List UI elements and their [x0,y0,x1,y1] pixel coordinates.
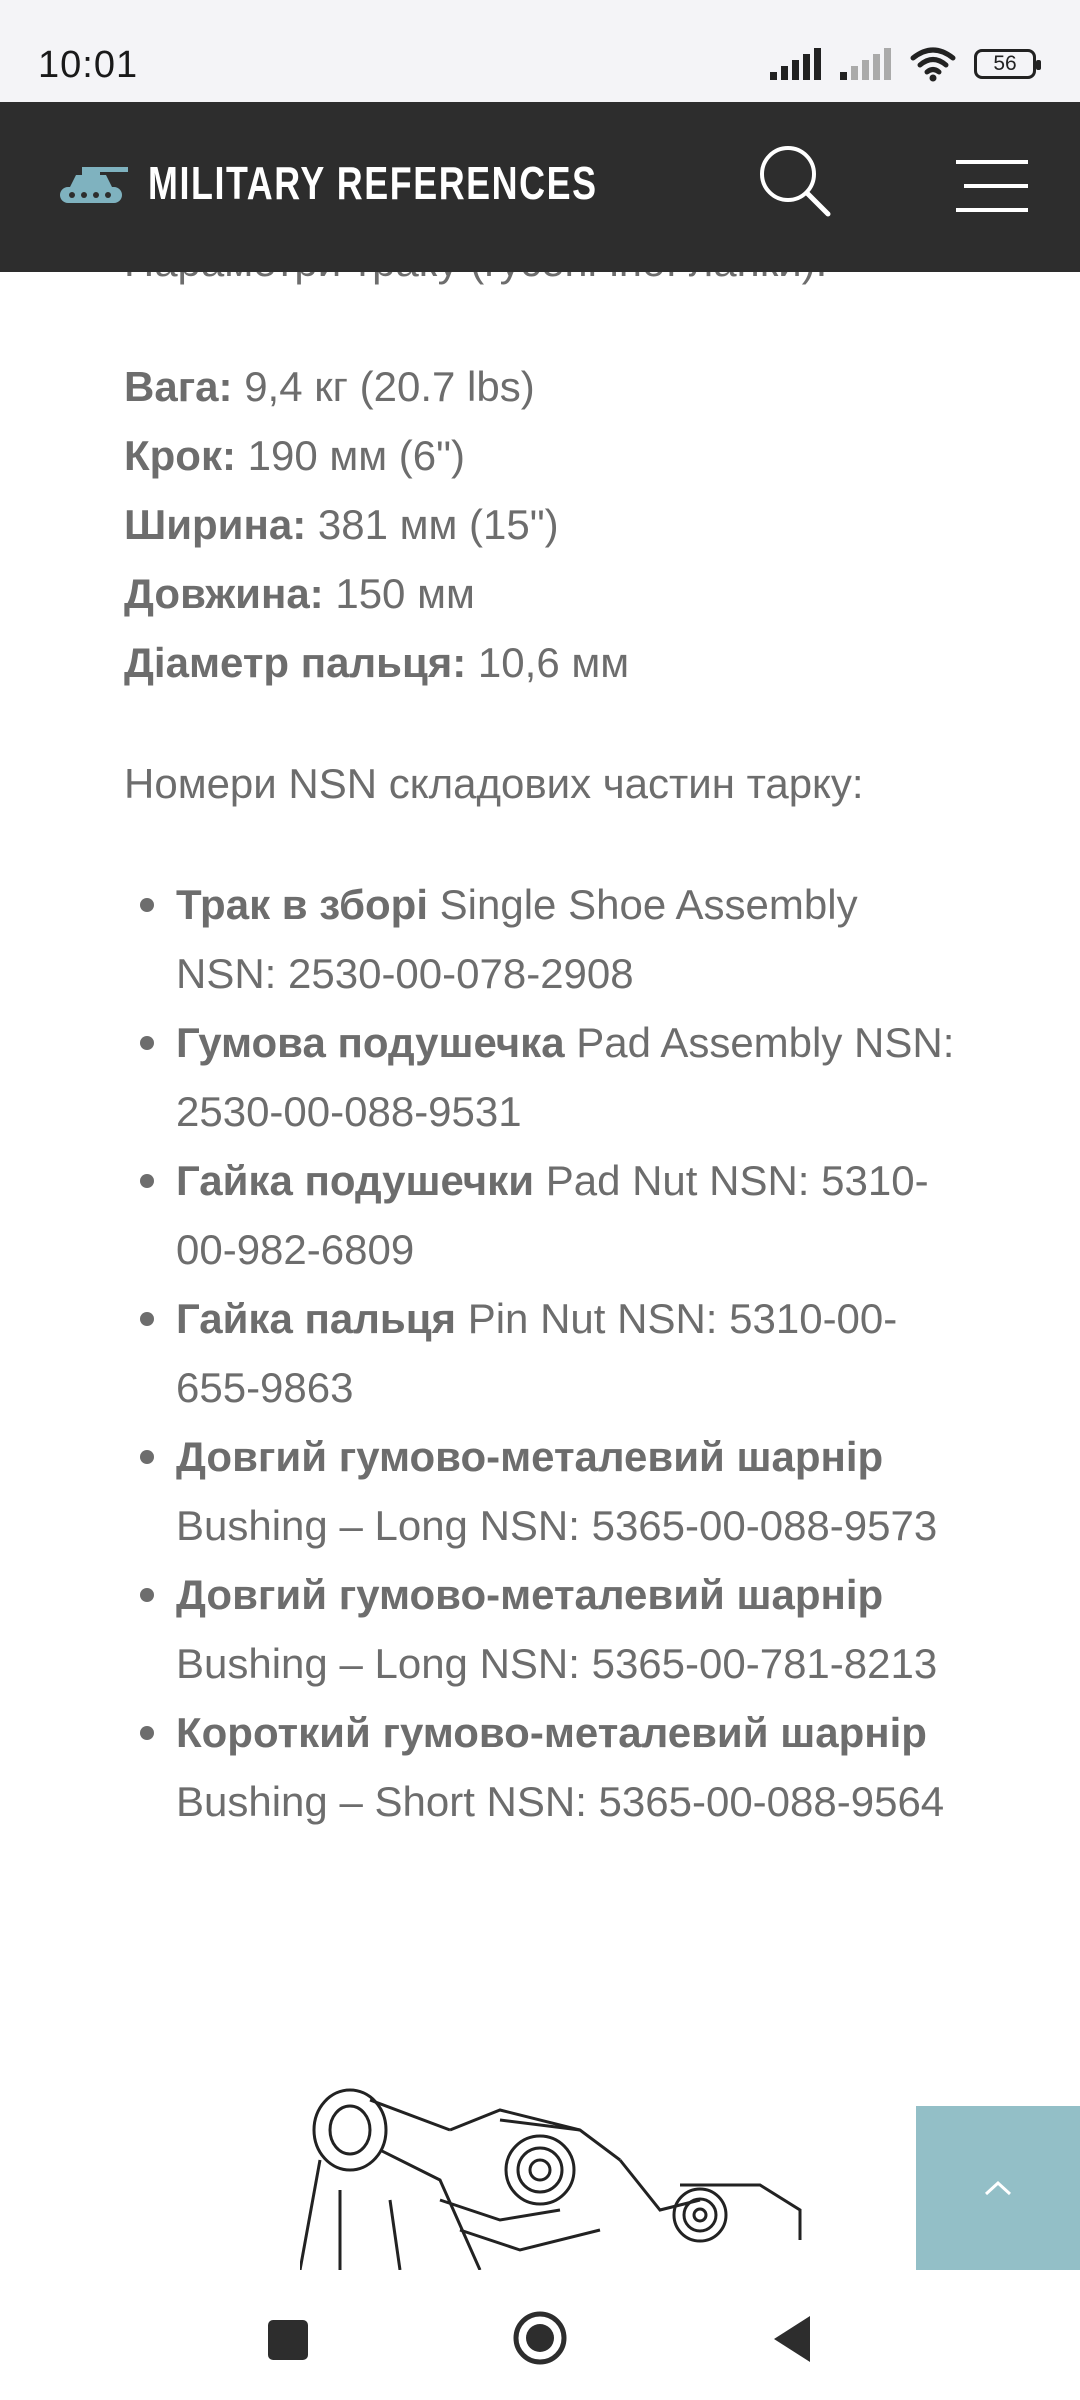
search-button[interactable] [756,142,836,222]
part-desc: Single Shoe Assembly NSN: 2530-00-078-2908 [176,881,858,997]
spec-label: Довжина: [124,570,324,617]
site-header [0,102,1080,272]
part-desc: Bushing – Long NSN: 5365-00-781-8213 [176,1640,938,1687]
list-item [124,1146,964,1284]
hamburger-menu-icon [954,158,1030,214]
spec-pitch [124,421,964,490]
part-name: Гумова подушечка [176,1019,565,1066]
tank-logo-icon [56,157,130,209]
home-button[interactable] [512,2310,568,2366]
part-desc: Bushing – Short NSN: 5365-00-088-9564 [176,1778,945,1825]
article-content [124,352,964,1836]
signal-secondary-icon [840,48,892,80]
part-desc: Bushing – Long NSN: 5365-00-088-9573 [176,1502,938,1549]
part-name: Довгий гумово-металевий шарнір [176,1433,884,1480]
part-desc: Pin Nut NSN: 5310-00-655-9863 [176,1295,898,1411]
system-nav-bar [0,2270,1080,2400]
list-item [124,1698,964,1836]
spec-value: 190 мм (6") [235,432,466,479]
spec-label: Вага: [124,363,233,410]
status-bar [0,0,1080,102]
spec-length [124,559,964,628]
status-icons [770,44,1036,84]
spec-label: Крок: [124,432,236,479]
spec-weight [124,352,964,421]
part-name: Довгий гумово-металевий шарнір [176,1571,884,1618]
parts-list [124,870,964,1836]
part-name: Трак в зборі [176,881,428,928]
status-time: 10:01 [38,44,139,86]
spec-value: 381 мм (15") [306,501,559,548]
site-logo[interactable] [56,156,724,210]
spec-label: Ширина: [124,501,307,548]
part-desc: Pad Nut NSN: 5310-00-982-6809 [176,1157,929,1273]
spec-label: Діаметр пальця: [124,639,467,686]
part-desc: Pad Assembly NSN: 2530-00-088-9531 [176,1019,955,1135]
list-item [124,1560,964,1698]
chevron-up-icon [983,2179,1013,2197]
menu-button[interactable] [954,158,1030,214]
part-name: Гайка пальця [176,1295,457,1342]
track-link-diagram [300,2080,820,2270]
search-icon [756,142,836,222]
part-name: Гайка подушечки [176,1157,535,1204]
site-logo-text: MILITARY REFERENCES [148,157,598,209]
battery-icon [974,49,1036,79]
nsn-heading: Номери NSN складових частин тарку: [124,760,864,807]
specs-list [124,352,964,697]
back-button[interactable] [770,2314,814,2364]
wifi-icon [910,46,956,82]
list-item [124,870,964,1008]
list-item [124,1008,964,1146]
spec-width [124,490,964,559]
spec-value: 9,4 кг (20.7 lbs) [232,363,535,410]
part-name: Короткий гумово-металевий шарнір [176,1709,927,1756]
battery-level: 56 [993,52,1017,75]
signal-icon [770,48,822,80]
spec-pin-diameter [124,628,964,697]
spec-value: 10,6 мм [466,639,630,686]
scroll-to-top-button[interactable] [916,2106,1080,2270]
spec-value: 150 мм [323,570,475,617]
list-item [124,1284,964,1422]
list-item [124,1422,964,1560]
recent-apps-button[interactable] [268,2320,308,2360]
